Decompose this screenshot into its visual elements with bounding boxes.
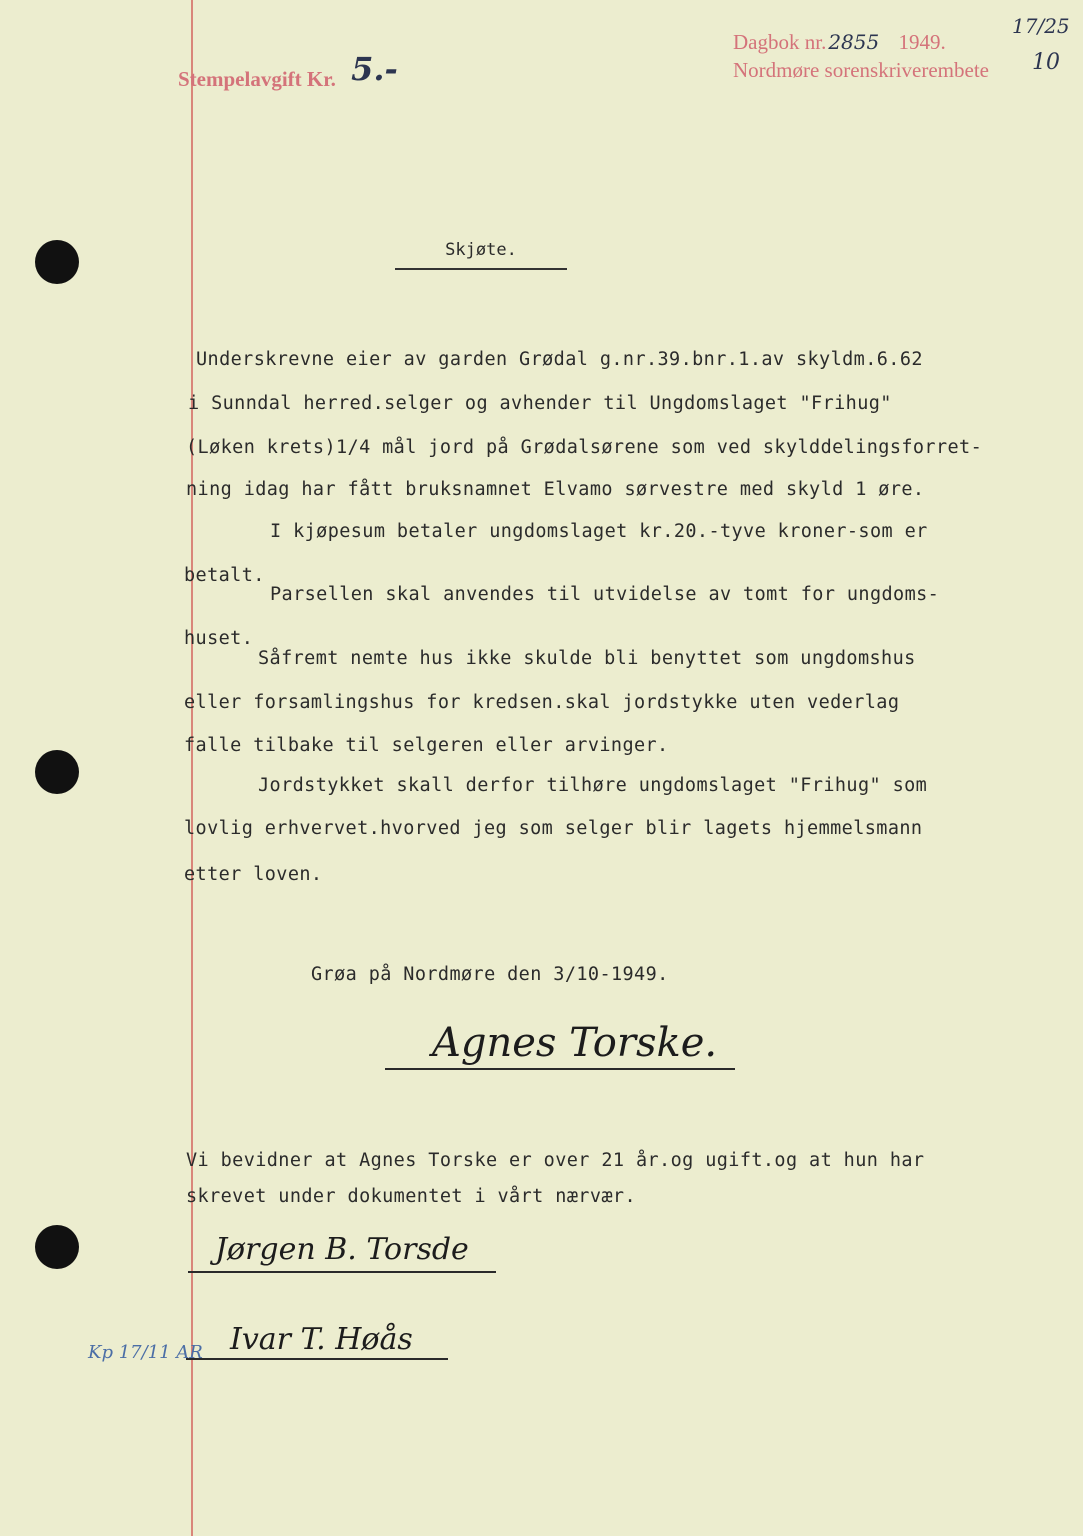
body-line: Såfremt nemte hus ikke skulde bli benyttet som ungdomshus (258, 648, 916, 669)
signature-line (385, 1068, 735, 1070)
punch-hole-bottom (35, 1225, 79, 1269)
body-line: Jordstykket skall derfor tilhøre ungdomslaget "Frihug" som (258, 775, 928, 796)
place-date: Grøa på Nordmøre den 3/10-1949. (311, 964, 669, 985)
witness-2-signature: Ivar T. Høås (230, 1322, 413, 1357)
body-line: etter loven. (184, 864, 323, 885)
stamp-journal (733, 30, 946, 55)
body-line: I kjøpesum betaler ungdomslaget kr.20.-tyve kroner-som er (270, 521, 928, 542)
seller-signature: Agnes Torske. (432, 1020, 718, 1066)
stamp-fee-label: Stempelavgift Kr. (178, 67, 336, 91)
body-line: ning idag har fått bruksnamnet Elvamo sørvestre med skyld 1 øre. (186, 479, 925, 500)
body-line: eller forsamlingshus for kredsen.skal jordstykke uten vederlag (184, 692, 900, 713)
witness-1-line (188, 1271, 496, 1273)
witness-statement-line: Vi bevidner at Agnes Torske er over 21 år.og ugift.og at hun har (186, 1150, 925, 1171)
punch-hole-middle (35, 750, 79, 794)
body-line: lovlig erhvervet.hvorved jeg som selger blir lagets hjemmelsmann (184, 818, 923, 839)
folio-top: 17/25 (1012, 14, 1070, 38)
stamp-office: Nordmøre sorenskriverembete (733, 58, 989, 82)
stamp-fee-amount: 5.- (351, 50, 398, 88)
stamp-fee (178, 50, 398, 94)
folio-bottom: 10 (1032, 50, 1060, 75)
stamp-journal-year: 1949. (898, 30, 946, 54)
body-line: Parsellen skal anvendes til utvidelse av tomt for ungdoms- (270, 584, 940, 605)
witness-1-signature: Jørgen B. Torsde (215, 1232, 469, 1267)
margin-rule (191, 0, 193, 1536)
body-line: betalt. (184, 565, 265, 586)
body-line: huset. (184, 628, 254, 649)
witness-2-line (186, 1358, 448, 1360)
stamp-journal-prefix: Dagbok nr. (733, 30, 827, 54)
body-line: (Løken krets)1/4 mål jord på Grødalsørene som ved skylddelingsforret- (186, 437, 983, 458)
document-title: Skjøte. (395, 240, 567, 270)
margin-note: Kp 17/11 AR (88, 1342, 203, 1363)
body-line: i Sunndal herred.selger og avhender til Ungdomslaget "Frihug" (188, 393, 892, 414)
body-line: falle tilbake til selgeren eller arvinger. (184, 735, 669, 756)
stamp-journal-number: 2855 (828, 30, 880, 54)
body-line: Underskrevne eier av garden Grødal g.nr.39.bnr.1.av skyldm.6.62 (196, 349, 923, 370)
punch-hole-top (35, 240, 79, 284)
witness-statement-line: skrevet under dokumentet i vårt nærvær. (186, 1186, 636, 1207)
